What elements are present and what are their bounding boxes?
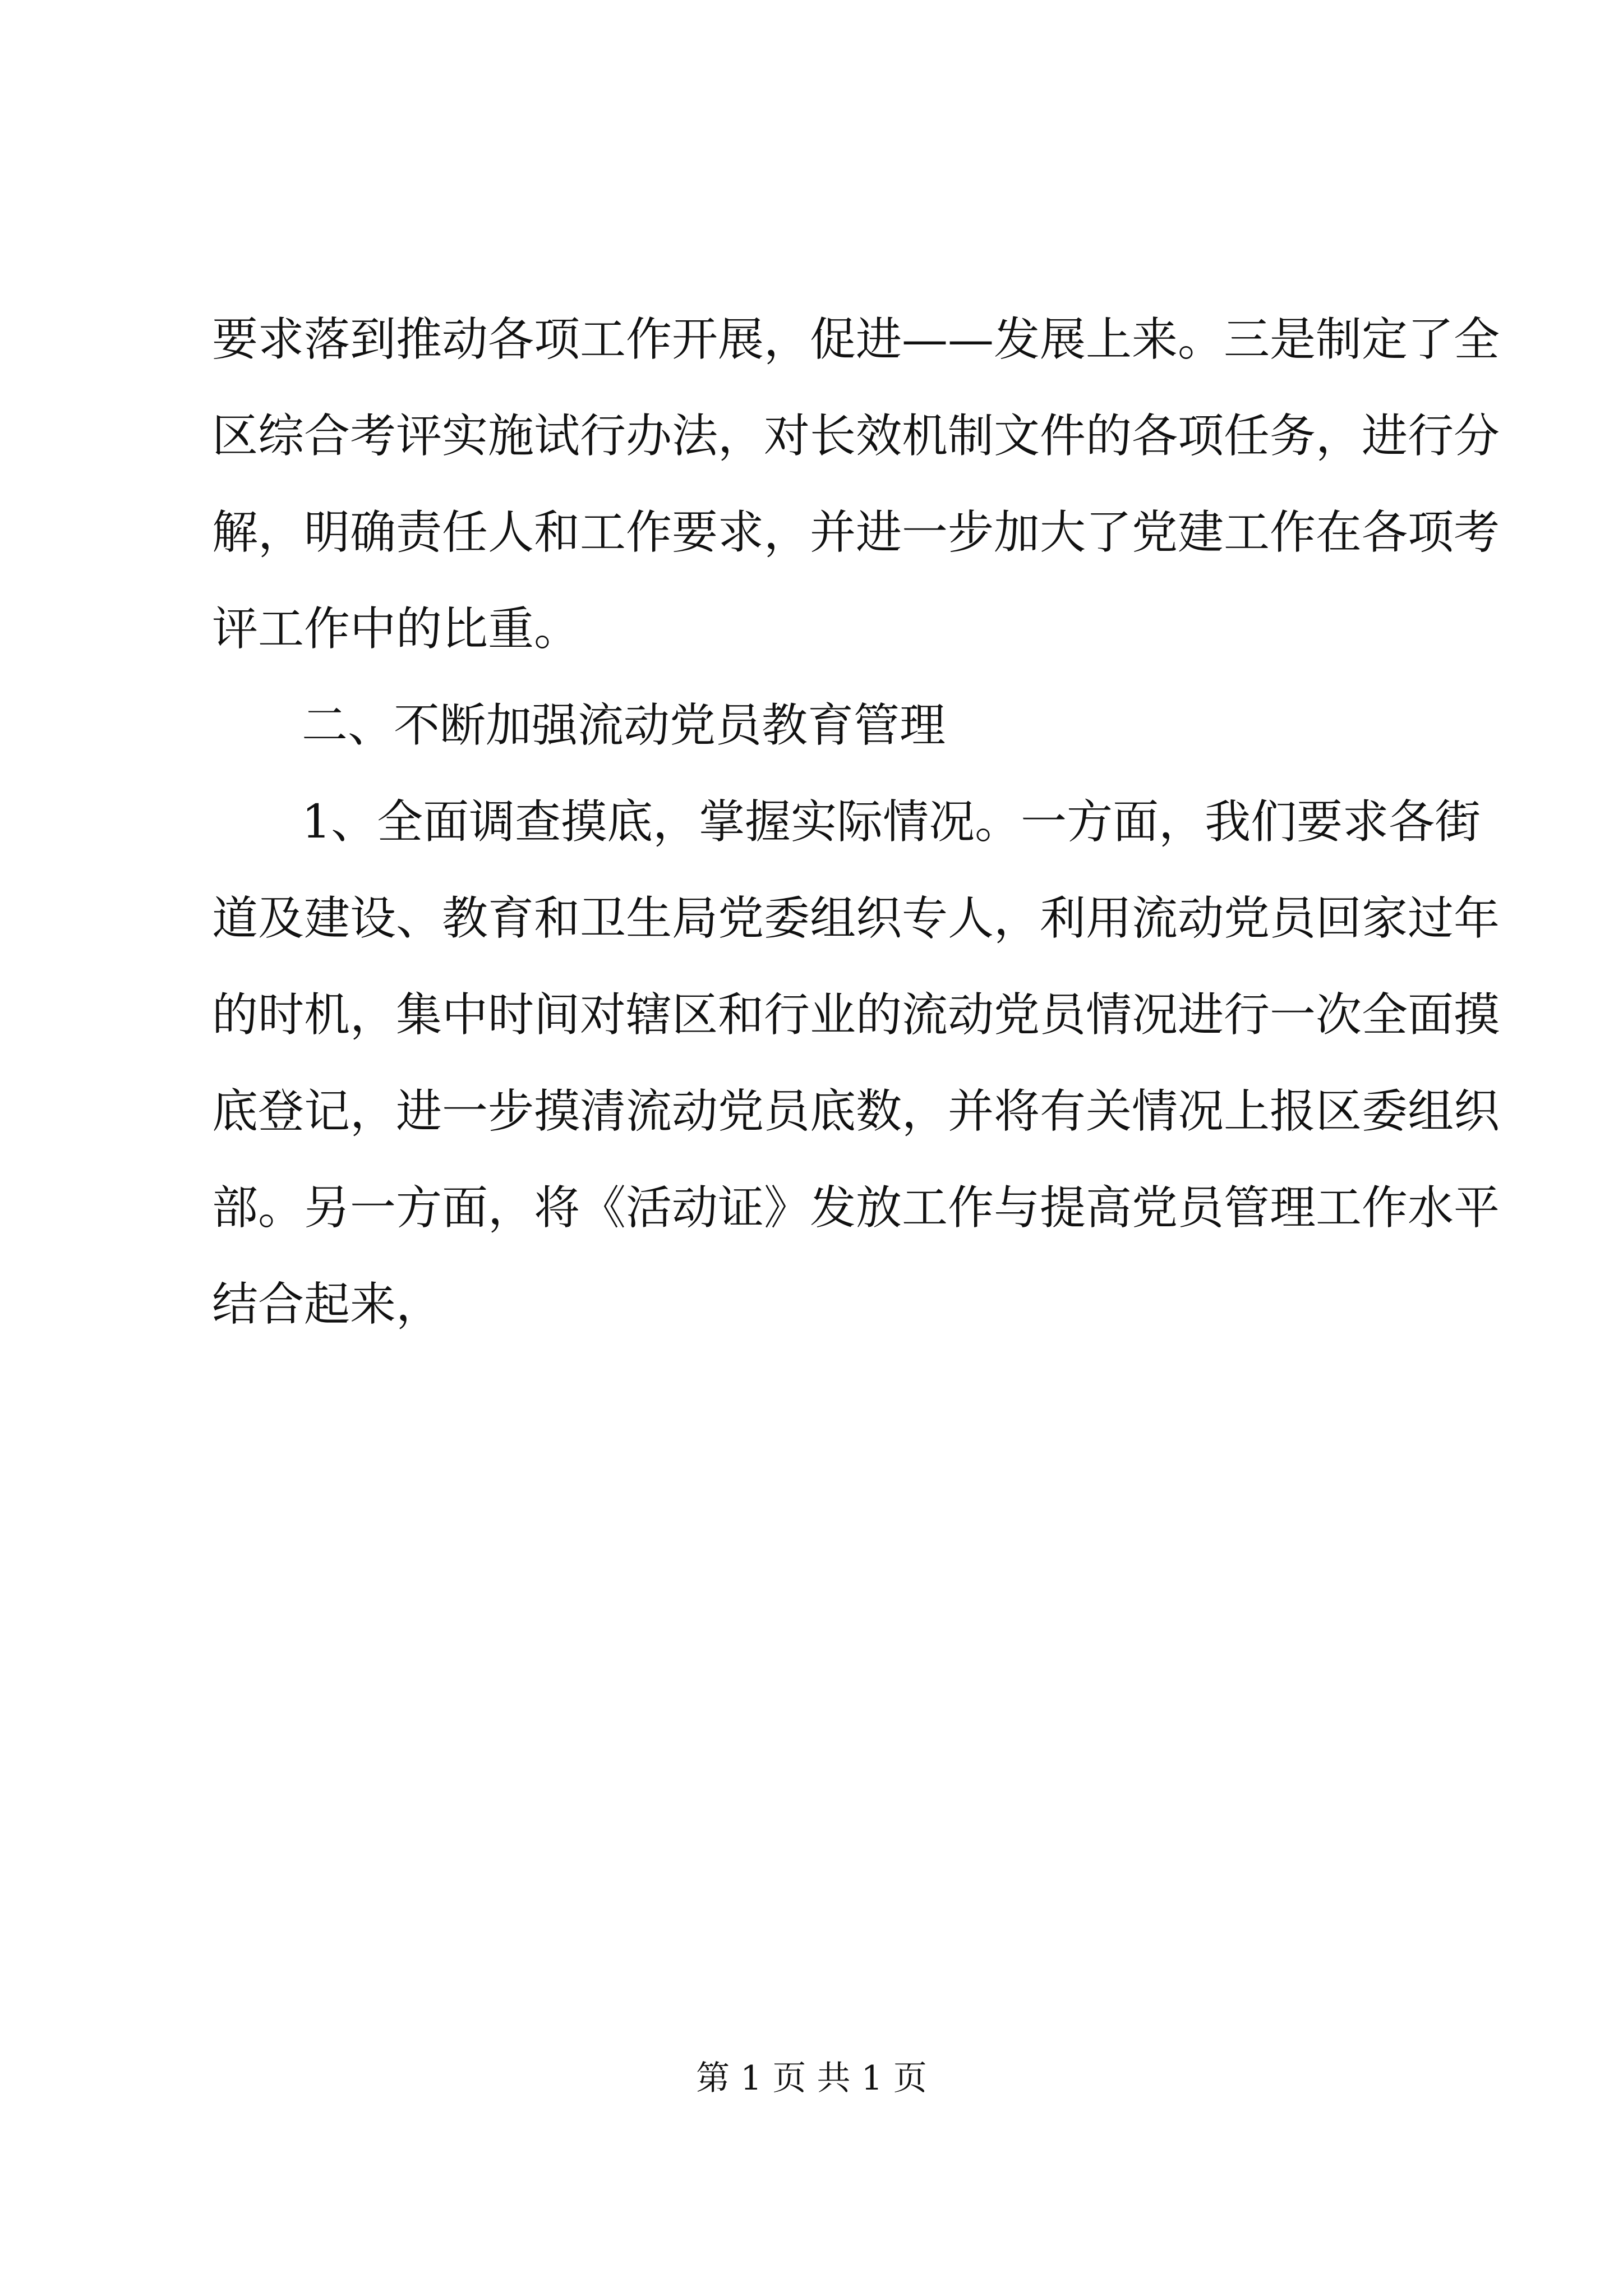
page-footer: 第 1 页 共 1 页 xyxy=(696,2059,927,2098)
paragraph-3-line-1: 1、全面调查摸底，掌握实际情况。一方面，我们要求各街 xyxy=(302,795,1481,849)
paragraph-3-line-2: 道及建设、教育和卫生局党委组织专人，利用流动党员回家过年 xyxy=(212,892,1500,945)
paragraph-3-line-6: 结合起来， xyxy=(212,1278,442,1331)
document-body xyxy=(212,292,1500,1353)
paragraph-3-line-3: 的时机，集中时间对辖区和行业的流动党员情况进行一次全面摸 xyxy=(212,988,1500,1042)
paragraph-1-line-4: 评工作中的比重。 xyxy=(212,602,580,656)
paragraph-3-line-5: 部。另一方面，将《活动证》发放工作与提高党员管理工作水平 xyxy=(212,1181,1500,1235)
paragraph-1-line-1: 要求落到推动各项工作开展，促进——发展上来。三是制定了全 xyxy=(212,313,1500,366)
paragraph-1-line-2: 区综合考评实施试行办法，对长效机制文件的各项任务，进行分 xyxy=(212,409,1500,463)
paragraph-3-line-4: 底登记，进一步摸清流动党员底数，并将有关情况上报区委组织 xyxy=(212,1085,1500,1138)
section-heading: 二、不断加强流动党员教育管理 xyxy=(302,699,946,752)
paragraph-1-line-3: 解，明确责任人和工作要求，并进一步加大了党建工作在各项考 xyxy=(212,506,1500,559)
